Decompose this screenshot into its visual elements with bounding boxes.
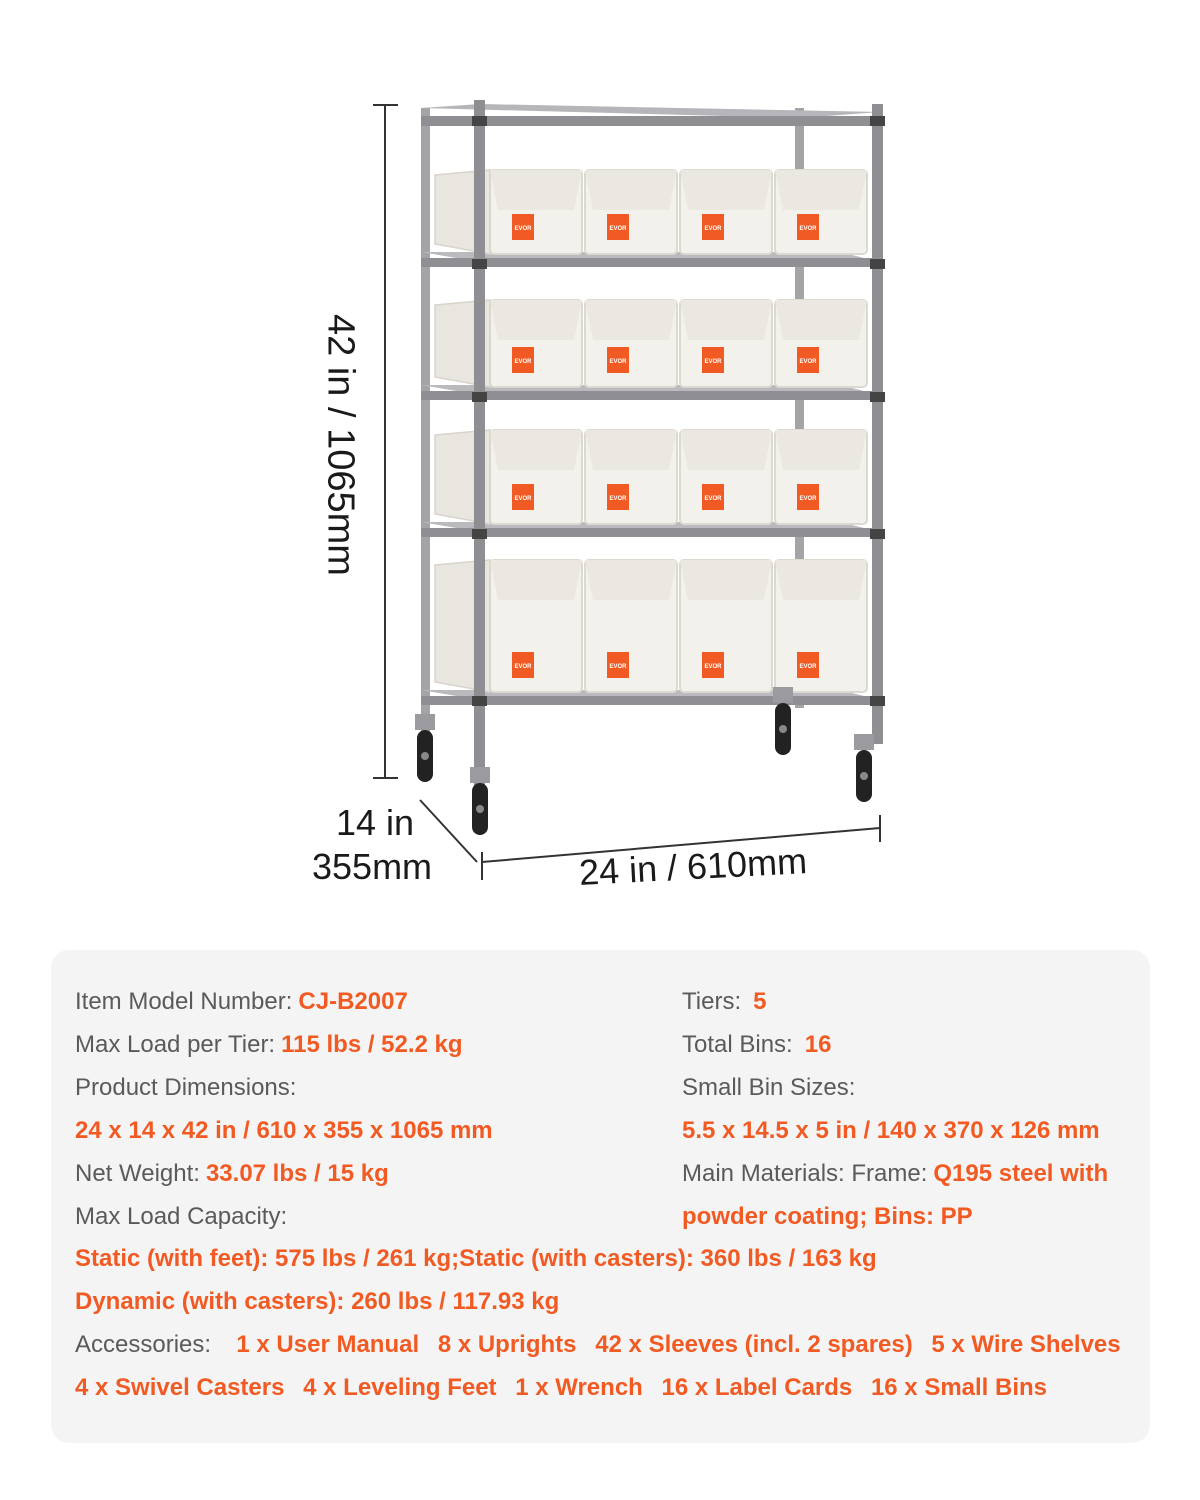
spec-value: powder coating; Bins: PP [682, 1203, 973, 1230]
spec-product-dimensions-label [75, 1073, 296, 1103]
caster-hub [860, 772, 868, 780]
bin-lip [775, 430, 867, 470]
spec-max-capacity-label [75, 1202, 287, 1232]
bin-label-text: EVOR [799, 496, 817, 502]
top-shelf [421, 104, 880, 118]
storage-bin [775, 300, 867, 387]
post-sleeve [870, 529, 885, 539]
spec-label: Tiers: [682, 988, 742, 1015]
spec-small-bin-value [682, 1116, 1100, 1146]
spec-model [75, 987, 408, 1017]
post-sleeve [870, 392, 885, 402]
bin-lip [585, 560, 677, 600]
spec-accessories-line-1 [75, 1330, 1121, 1360]
spec-static-capacity [75, 1244, 877, 1274]
storage-bin [775, 430, 867, 524]
bin-label-text: EVOR [514, 496, 532, 502]
caster-mount [854, 734, 874, 750]
bin-label-text: EVOR [609, 496, 627, 502]
bin-lip [585, 170, 677, 210]
storage-bin [585, 170, 677, 254]
storage-bin [680, 300, 772, 387]
spec-label: Item Model Number: [75, 988, 293, 1015]
post-sleeve [870, 696, 885, 706]
spec-value: 33.07 lbs / 15 kg [205, 1160, 389, 1187]
spec-label: Max Load per Tier: [75, 1031, 276, 1058]
bin-label-text: EVOR [514, 359, 532, 365]
accessory-item: 4 x Swivel Casters [75, 1374, 285, 1401]
shelf-rail [421, 391, 881, 400]
post-sleeve [472, 529, 487, 539]
spec-value: CJ-B2007 [298, 988, 408, 1015]
storage-bin [680, 170, 772, 254]
bin-lip [680, 430, 772, 470]
front-right-post [872, 104, 883, 744]
bin-label-text: EVOR [704, 226, 722, 232]
shelf-rail [421, 528, 881, 537]
spec-value: 115 lbs / 52.2 kg [281, 1031, 463, 1058]
bin-lip [680, 300, 772, 340]
spec-value: Static (with feet): 575 lbs / 261 kg;Static (with casters): 360 lbs / 163 kg [75, 1245, 877, 1272]
shelf-rail [421, 258, 881, 267]
storage-bin [490, 430, 582, 524]
spec-small-bin-label [682, 1073, 855, 1103]
bin-label-text: EVOR [609, 359, 627, 365]
storage-bin [490, 560, 582, 692]
spec-accessories-line-2 [75, 1373, 1047, 1403]
spec-tiers [682, 987, 766, 1017]
accessory-item: 1 x Wrench [515, 1374, 643, 1401]
post-sleeve [472, 696, 487, 706]
bin-label-text: EVOR [799, 664, 817, 670]
spec-label: Total Bins: [682, 1031, 793, 1058]
spec-product-dimensions-value [75, 1116, 493, 1146]
spec-label: Small Bin Sizes: [682, 1074, 856, 1101]
bin-lip [775, 560, 867, 600]
caster-mount [773, 687, 793, 703]
spec-label: Main Materials: Frame: [682, 1160, 928, 1187]
spec-label: Product Dimensions: [75, 1074, 297, 1101]
spec-value: Q195 steel with [933, 1160, 1109, 1187]
spec-materials-continued [682, 1202, 973, 1232]
bin-lip [680, 170, 772, 210]
spec-label: Accessories: [75, 1331, 212, 1358]
storage-bin [490, 300, 582, 387]
spec-value: 24 x 14 x 42 in / 610 x 355 x 1065 mm [75, 1117, 493, 1144]
caster [854, 734, 874, 802]
spec-value: 5 [753, 988, 767, 1015]
spec-label: Net Weight: [75, 1160, 200, 1187]
caster-hub [476, 805, 484, 813]
storage-bin [585, 430, 677, 524]
bin-lip [490, 560, 582, 600]
post-sleeve [870, 116, 885, 126]
accessory-item: 1 x User Manual [236, 1331, 420, 1358]
bin-label-text: EVOR [704, 496, 722, 502]
post-sleeve [472, 116, 487, 126]
bin-lip [490, 300, 582, 340]
bin-lip [680, 560, 772, 600]
depth-dimension-mm: 355mm [312, 846, 433, 887]
storage-bin [585, 300, 677, 387]
depth-dimension-inches: 14 in [336, 802, 415, 843]
storage-bin [775, 170, 867, 254]
spec-value: Dynamic (with casters): 260 lbs / 117.93 kg [75, 1288, 560, 1315]
accessory-item: 8 x Uprights [437, 1331, 577, 1358]
caster [470, 767, 490, 835]
accessory-item: 16 x Small Bins [870, 1374, 1048, 1401]
post-sleeve [870, 259, 885, 269]
storage-bin [680, 430, 772, 524]
storage-bins [435, 170, 867, 692]
bin-label-text: EVOR [514, 664, 532, 670]
storage-bin [585, 560, 677, 692]
caster [773, 687, 793, 755]
bin-label-text: EVOR [609, 664, 627, 670]
rear-left-post [421, 108, 430, 768]
spec-label: Max Load Capacity: [75, 1203, 288, 1230]
bin-label-text: EVOR [799, 359, 817, 365]
caster [415, 714, 435, 782]
height-dimension-label: 42 in / 1065mm [319, 314, 362, 576]
bin-lip [775, 170, 867, 210]
caster-hub [421, 752, 429, 760]
post-sleeve [472, 259, 487, 269]
spec-value: 16 [804, 1031, 832, 1058]
caster-mount [415, 714, 435, 730]
accessory-item: 16 x Label Cards [661, 1374, 853, 1401]
spec-total-bins [682, 1030, 831, 1060]
bin-label-text: EVOR [514, 226, 532, 232]
accessory-item: 4 x Leveling Feet [303, 1374, 497, 1401]
specifications-panel [51, 950, 1150, 1443]
shelf-rail [421, 696, 881, 705]
bin-lip [490, 430, 582, 470]
spec-materials [682, 1159, 1108, 1189]
accessory-item: 5 x Wire Shelves [931, 1331, 1121, 1358]
front-left-post [474, 100, 485, 830]
bin-lip [490, 170, 582, 210]
spec-value: 5.5 x 14.5 x 5 in / 140 x 370 x 126 mm [682, 1117, 1100, 1144]
spec-net-weight [75, 1159, 389, 1189]
caster-mount [470, 767, 490, 783]
post-sleeve [472, 392, 487, 402]
width-dimension-label: 24 in / 610mm [578, 840, 808, 893]
spec-dynamic-capacity [75, 1287, 559, 1317]
bin-label-text: EVOR [704, 359, 722, 365]
storage-bin [680, 560, 772, 692]
accessory-item: 42 x Sleeves (incl. 2 spares) [595, 1331, 913, 1358]
caster-hub [779, 725, 787, 733]
spec-max-load-tier [75, 1030, 463, 1060]
bin-lip [585, 430, 677, 470]
bin-label-text: EVOR [704, 664, 722, 670]
bin-lip [585, 300, 677, 340]
bin-lip [775, 300, 867, 340]
top-shelf-rail [421, 116, 881, 126]
storage-bin [775, 560, 867, 692]
bin-label-text: EVOR [609, 226, 627, 232]
storage-bin [490, 170, 582, 254]
bin-label-text: EVOR [799, 226, 817, 232]
